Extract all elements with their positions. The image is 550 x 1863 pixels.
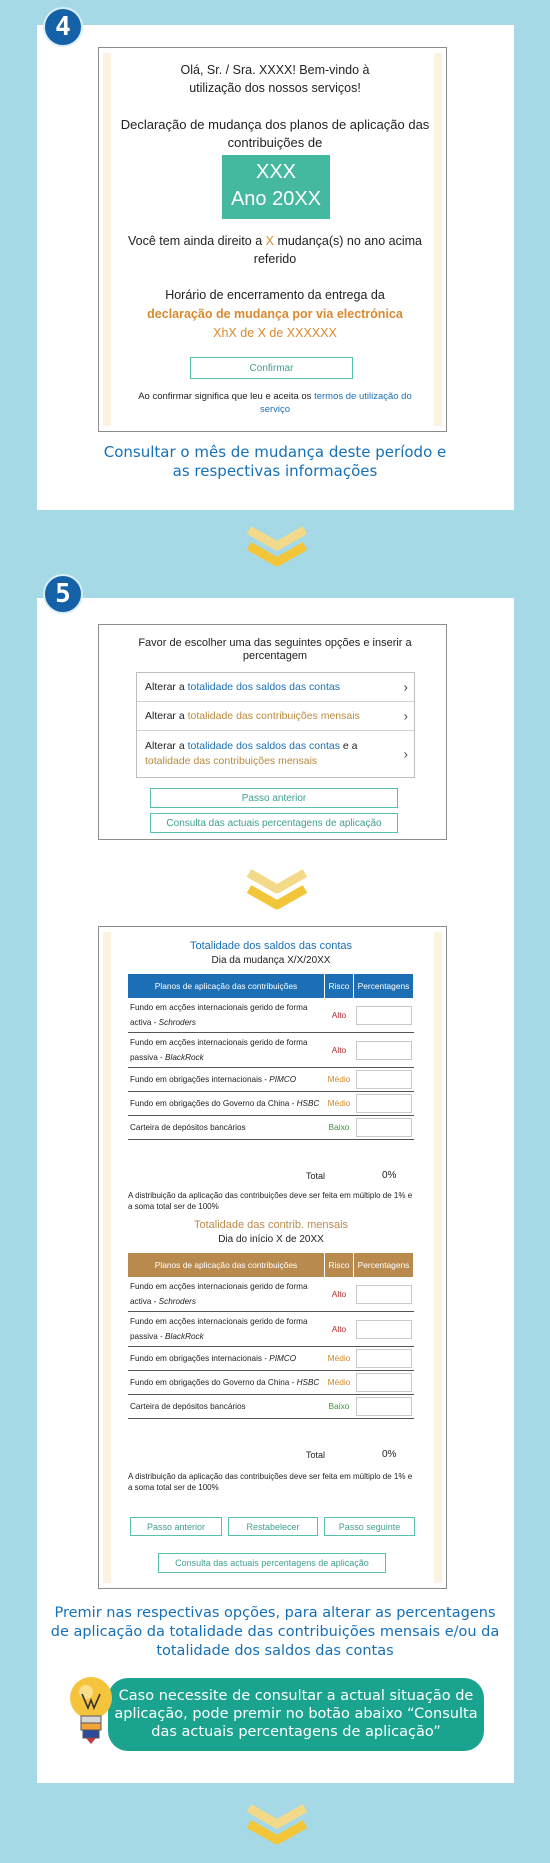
percent-cell: [354, 1068, 414, 1092]
risk-level: Médio: [325, 1371, 354, 1395]
step5-badge: 5: [43, 574, 83, 614]
table-row: [128, 1092, 414, 1116]
percent-input[interactable]: [356, 1094, 412, 1113]
highlight-year: Ano 20XX: [230, 188, 322, 210]
option-highlight: totalidade dos saldos das contas: [187, 740, 340, 752]
plan-name: [128, 1092, 325, 1116]
plan-text: Fundo em obrigações internacionais -: [130, 1354, 270, 1363]
plan-name: [128, 1395, 325, 1419]
percent-input[interactable]: [356, 1349, 412, 1368]
total-value: 0%: [382, 1449, 397, 1460]
percent-cell: [354, 1033, 414, 1068]
plan-manager: PIMCO: [269, 1354, 297, 1363]
option-highlight-2: totalidade das contribuições mensais: [145, 755, 318, 767]
changes-count: X: [265, 234, 274, 248]
changes-prefix: Você tem ainda direito a: [128, 234, 266, 248]
plan-manager: Schroders: [158, 1018, 196, 1027]
table1-title: Totalidade dos saldos das contas: [189, 940, 353, 952]
plan-name: [128, 1033, 325, 1068]
table-header: [128, 1253, 414, 1277]
consult-percentages-button[interactable]: Consulta das actuais percentagens de aplicação: [158, 1553, 386, 1573]
chevron-down-icon: [245, 1804, 309, 1846]
percent-input[interactable]: [356, 1397, 412, 1416]
plan-name: [128, 1312, 325, 1347]
col-plan: Planos de aplicação das contribuições: [128, 1253, 325, 1277]
option-balances[interactable]: [137, 673, 414, 702]
percent-input[interactable]: [356, 1320, 412, 1339]
next-step-button[interactable]: Passo seguinte: [324, 1517, 415, 1536]
screen-margin-right: [434, 53, 442, 426]
choose-title: Favor de escolher uma das seguintes opções e inserir a percentagem: [138, 637, 412, 662]
plan-text: Fundo em obrigações do Governo da China -: [130, 1099, 297, 1108]
plan-name: [128, 1116, 325, 1140]
percent-cell: [354, 998, 414, 1033]
terms-link[interactable]: termos de utilização do serviço: [259, 391, 412, 415]
table-row: [128, 1347, 414, 1371]
previous-step-button[interactable]: Passo anterior: [130, 1517, 222, 1536]
chevron-down-icon: [245, 526, 309, 568]
table-row: [128, 1277, 414, 1312]
plan-text: Fundo em acções internacionais gerido de forma passiva -: [130, 1038, 308, 1062]
step4-badge: 4: [43, 7, 83, 47]
total-label: Total: [306, 1450, 326, 1460]
option-prefix: Alterar a: [145, 710, 188, 722]
plan-text: Fundo em acções internacionais gerido de forma passiva -: [130, 1317, 308, 1341]
risk-level: Alto: [325, 998, 354, 1033]
percent-cell: [354, 1116, 414, 1140]
table-row: [128, 1312, 414, 1347]
percent-cell: [354, 1312, 414, 1347]
risk-level: Alto: [325, 1312, 354, 1347]
screen-margin-left: [103, 932, 111, 1583]
year-highlight: [222, 155, 330, 219]
percent-cell: [354, 1395, 414, 1419]
col-percent: Percentagens: [354, 974, 414, 998]
options-list: [136, 672, 415, 778]
table-header: [128, 974, 414, 998]
option-highlight: totalidade dos saldos das contas: [187, 681, 340, 693]
changes-text: [126, 232, 424, 268]
chevron-right-icon: ›: [403, 746, 408, 762]
plan-name: [128, 1371, 325, 1395]
distribution-note: A distribuição da aplicação das contribuições deve ser feita em múltiplo de 1% e a soma total ser de 100%: [128, 1472, 413, 1492]
plan-text: Fundo em acções internacionais gerido de forma activa -: [130, 1003, 308, 1027]
table-row: [128, 1395, 414, 1419]
option-both[interactable]: [137, 731, 414, 777]
terms-prefix: Ao confirmar significa que leu e aceita os: [138, 391, 315, 402]
declaration-text: Declaração de mudança dos planos de aplicação das contribuições de: [120, 117, 430, 150]
plan-manager: PIMCO: [269, 1075, 297, 1084]
table2-subtitle: Dia do início X de 20XX: [218, 1234, 324, 1245]
percent-input[interactable]: [356, 1070, 412, 1089]
table1-subtitle: Dia da mudança X/X/20XX: [211, 955, 331, 966]
screen-margin-right: [434, 932, 442, 1583]
col-risk: Risco: [325, 974, 354, 998]
deadline-time: XhX de X de XXXXXX: [213, 326, 337, 340]
risk-level: Baixo: [325, 1395, 354, 1419]
risk-level: Baixo: [325, 1116, 354, 1140]
plan-manager: BlackRock: [165, 1053, 204, 1062]
lightbulb-icon: [68, 1672, 114, 1754]
total-value: 0%: [382, 1170, 397, 1181]
plan-manager: HSBC: [296, 1099, 320, 1108]
greeting-text: Olá, Sr. / Sra. XXXX! Bem-vindo à utilização dos nossos serviços!: [180, 63, 370, 95]
col-plan: Planos de aplicação das contribuições: [128, 974, 325, 998]
plan-text: Carteira de depósitos bancários: [130, 1123, 246, 1132]
percent-cell: [354, 1277, 414, 1312]
plan-text: Carteira de depósitos bancários: [130, 1402, 246, 1411]
chevron-down-icon: [245, 869, 309, 911]
deadline-line2: declaração de mudança por via electrónica: [147, 307, 403, 321]
plan-manager: BlackRock: [165, 1332, 204, 1341]
step4-caption: Consultar o mês de mudança deste período e as respectivas informações: [103, 443, 447, 480]
plan-manager: Schroders: [158, 1297, 196, 1306]
plan-name: [128, 1277, 325, 1312]
risk-level: Médio: [325, 1068, 354, 1092]
previous-step-button[interactable]: Passo anterior: [150, 788, 398, 808]
tip-box: Caso necessite de consultar a actual situação de aplicação, pode premir no botão abaixo “Consulta das actuais percentagens de aplicação”: [108, 1678, 484, 1751]
table-row: [128, 1033, 414, 1068]
percent-cell: [354, 1092, 414, 1116]
option-prefix: Alterar a: [145, 740, 188, 752]
table2-title: Totalidade das contrib. mensais: [193, 1219, 349, 1231]
changes-suffix: mudança(s) no ano acima referido: [253, 234, 422, 266]
screen-margin-left: [103, 53, 111, 426]
table-row: [128, 1371, 414, 1395]
highlight-code: XXX: [255, 161, 297, 183]
option-suffix: e a: [339, 740, 358, 752]
plan-name: [128, 1347, 325, 1371]
chevron-right-icon: ›: [403, 679, 408, 695]
consult-percentages-button[interactable]: Consulta das actuais percentagens de aplicação: [150, 813, 398, 833]
confirm-button[interactable]: Confirmar: [190, 357, 353, 379]
col-risk: Risco: [325, 1253, 354, 1277]
monthly-table: [128, 1253, 414, 1419]
percent-input[interactable]: [356, 1373, 412, 1392]
plan-text: Fundo em obrigações do Governo da China -: [130, 1378, 297, 1387]
risk-level: Médio: [325, 1347, 354, 1371]
percent-input[interactable]: [356, 1118, 412, 1137]
table-row: [128, 998, 414, 1033]
plan-text: Fundo em acções internacionais gerido de forma activa -: [130, 1282, 308, 1306]
plan-name: [128, 1068, 325, 1092]
plan-text: Fundo em obrigações internacionais -: [130, 1075, 270, 1084]
option-prefix: Alterar a: [145, 681, 188, 693]
deadline-block: [118, 286, 432, 343]
terms-text: [124, 390, 426, 416]
risk-level: Médio: [325, 1092, 354, 1116]
reset-button[interactable]: Restabelecer: [228, 1517, 318, 1536]
risk-level: Alto: [325, 1033, 354, 1068]
risk-level: Alto: [325, 1277, 354, 1312]
percent-input[interactable]: [356, 1006, 412, 1025]
balances-table: [128, 974, 414, 1140]
percent-input[interactable]: [356, 1285, 412, 1304]
chevron-right-icon: ›: [403, 708, 408, 724]
option-highlight: totalidade das contribuições mensais: [187, 710, 360, 722]
table-row: [128, 1068, 414, 1092]
plan-manager: HSBC: [296, 1378, 320, 1387]
percent-input[interactable]: [356, 1041, 412, 1060]
plan-name: [128, 998, 325, 1033]
percent-cell: [354, 1347, 414, 1371]
distribution-note: A distribuição da aplicação das contribuições deve ser feita em múltiplo de 1% e a soma total ser de 100%: [128, 1191, 413, 1211]
total-label: Total: [306, 1171, 326, 1181]
table-row: [128, 1116, 414, 1140]
col-percent: Percentagens: [354, 1253, 414, 1277]
deadline-line1: Horário de encerramento da entrega da: [165, 288, 385, 302]
step5-caption: Premir nas respectivas opções, para alterar as percentagens de aplicação da totalidade das contribuições mensais e/ou da totalidade dos saldos das contas: [50, 1605, 500, 1659]
percent-cell: [354, 1371, 414, 1395]
option-monthly[interactable]: [137, 702, 414, 731]
